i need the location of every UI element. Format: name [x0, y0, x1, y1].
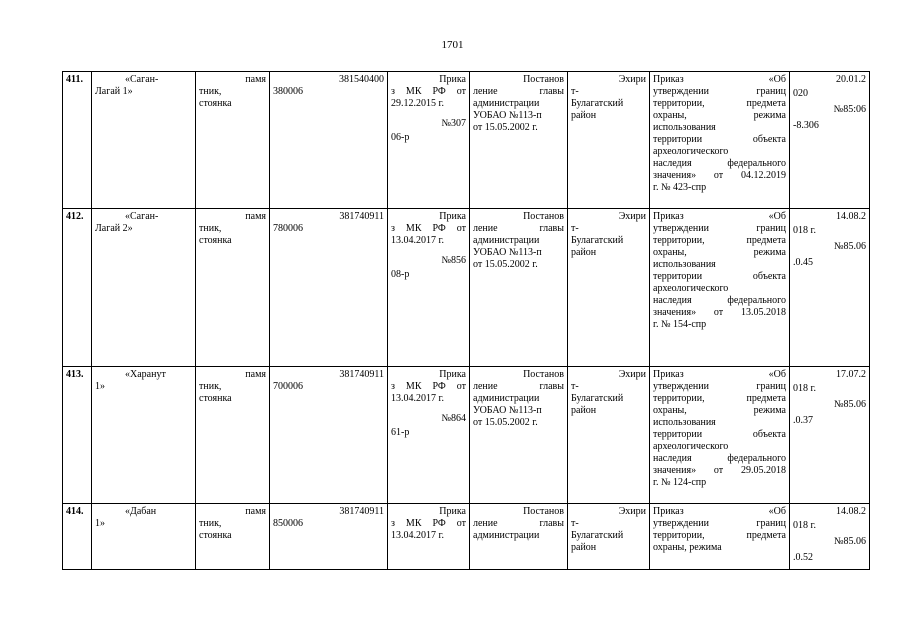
object-type-cell	[196, 209, 270, 367]
decree-title: Постанов	[523, 506, 564, 517]
location-cont: т-	[571, 518, 579, 529]
object-type-cont: тник,	[199, 86, 222, 97]
decree-cell	[470, 209, 568, 367]
page-number: 1701	[441, 39, 464, 51]
decree-number: УОБАО №113-п	[473, 405, 542, 416]
row-number: 413.	[66, 369, 84, 380]
site-name-cont: 1»	[95, 518, 105, 529]
law-line: археологического	[653, 146, 729, 157]
location: Эхири	[618, 506, 646, 517]
location-region: район	[571, 542, 597, 553]
row-number: 414.	[66, 506, 84, 517]
decree-title: Постанов	[523, 211, 564, 222]
registry-code-cont: 780006	[273, 223, 303, 234]
law-line: наследия федерального	[653, 295, 786, 306]
registry-code-cont: 380006	[273, 86, 303, 97]
registration-number-cont: -8.306	[793, 120, 819, 131]
law-line: наследия федерального	[653, 453, 786, 464]
site-name-cont: Лагай 2»	[95, 223, 133, 234]
site-name: «Харанут	[125, 369, 166, 380]
site-name-cell	[92, 367, 196, 504]
law-line: Приказ «Об	[653, 74, 786, 85]
object-type: памя	[245, 74, 266, 85]
row-number-cell	[63, 72, 92, 209]
law-line: территории объекта	[653, 271, 786, 282]
registration-number: №85.06	[833, 399, 866, 410]
decree-title: Постанов	[523, 74, 564, 85]
location-region: район	[571, 247, 597, 258]
law-line: территории, предмета	[653, 235, 786, 246]
law-line: охраны, режима	[653, 247, 786, 258]
ministry-order-cell	[388, 367, 470, 504]
registry-code: 381740911	[339, 506, 384, 517]
table-row	[63, 209, 870, 367]
location-district: Булагатский	[571, 530, 624, 541]
order-number: №864	[441, 413, 466, 424]
decree-issuer: ление главы	[473, 223, 564, 234]
row-number-cell	[63, 504, 92, 570]
decree-date: от 15.05.2002 г.	[473, 122, 538, 133]
order-date: 29.12.2015 г.	[391, 98, 444, 109]
registration-date-cont: 018 г.	[793, 383, 816, 394]
registry-code-cell	[270, 72, 388, 209]
table-row	[63, 504, 870, 570]
law-line: территории, предмета	[653, 530, 786, 541]
site-name-cell	[92, 504, 196, 570]
law-line: использования	[653, 259, 716, 270]
law-line: охраны, режима	[653, 405, 786, 416]
order-title: Прика	[439, 211, 466, 222]
order-title: Прика	[439, 74, 466, 85]
registration-date-cont: 018 г.	[793, 520, 816, 531]
registration-date: 17.07.2	[836, 369, 866, 380]
location-cont: т-	[571, 223, 579, 234]
row-number: 411.	[66, 74, 83, 85]
registration-number: №85.06	[833, 536, 866, 547]
law-line: археологического	[653, 441, 729, 452]
registration-date-cell	[790, 504, 870, 570]
registration-date: 14.08.2	[836, 211, 866, 222]
order-title: Прика	[439, 369, 466, 380]
registration-date-cell	[790, 209, 870, 367]
decree-date: от 15.05.2002 г.	[473, 259, 538, 270]
decree-cell	[470, 504, 568, 570]
location-district: Булагатский	[571, 393, 624, 404]
location: Эхири	[618, 211, 646, 222]
object-type: памя	[245, 369, 266, 380]
registration-number-cont: .0.52	[793, 552, 813, 563]
object-type: памя	[245, 211, 266, 222]
decree-administration: администрации	[473, 530, 540, 541]
row-number-cell	[63, 209, 92, 367]
registry-code-cont: 700006	[273, 381, 303, 392]
object-type-kind: стоянка	[199, 393, 232, 404]
location-district: Булагатский	[571, 235, 624, 246]
law-line: охраны, режима	[653, 542, 722, 553]
law-line: наследия федерального	[653, 158, 786, 169]
object-type-cont: тник,	[199, 223, 222, 234]
object-type-kind: стоянка	[199, 530, 232, 541]
boundary-order-cell	[650, 367, 790, 504]
table-row	[63, 367, 870, 504]
ministry-order-cell	[388, 72, 470, 209]
registration-number: №85:06	[833, 104, 866, 115]
registration-date-cell	[790, 72, 870, 209]
boundary-order-cell	[650, 504, 790, 570]
location-cell	[568, 504, 650, 570]
law-line: охраны, режима	[653, 110, 786, 121]
site-name-cont: Лагай 1»	[95, 86, 133, 97]
decree-administration: администрации	[473, 235, 540, 246]
boundary-order-cell	[650, 72, 790, 209]
order-number: №856	[441, 255, 466, 266]
location-district: Булагатский	[571, 98, 624, 109]
registration-date-cell	[790, 367, 870, 504]
registration-number: №85.06	[833, 241, 866, 252]
site-name: «Саган-	[125, 74, 159, 85]
row-number-cell	[63, 367, 92, 504]
site-name-cont: 1»	[95, 381, 105, 392]
decree-number: УОБАО №113-п	[473, 110, 542, 121]
object-type-cell	[196, 367, 270, 504]
law-line: утверждении границ	[653, 86, 786, 97]
location-region: район	[571, 405, 597, 416]
decree-number: УОБАО №113-п	[473, 247, 542, 258]
object-type-cont: тник,	[199, 381, 222, 392]
law-line: г. № 154-спр	[653, 319, 707, 330]
object-type-kind: стоянка	[199, 98, 232, 109]
location-cont: т-	[571, 86, 579, 97]
registration-number-cont: .0.37	[793, 415, 813, 426]
law-line: территории объекта	[653, 134, 786, 145]
registry-code-cell	[270, 504, 388, 570]
registration-number-cont: .0.45	[793, 257, 813, 268]
object-type-cell	[196, 72, 270, 209]
order-date: 13.04.2017 г.	[391, 235, 444, 246]
location-cell	[568, 72, 650, 209]
law-line: Приказ «Об	[653, 211, 786, 222]
registry-code-cont: 850006	[273, 518, 303, 529]
order-number-tail: 06-р	[391, 132, 410, 143]
ministry-order-cell	[388, 209, 470, 367]
order-number-tail: 08-р	[391, 269, 410, 280]
order-issuer: з МК РФ от	[391, 223, 466, 234]
table-row	[63, 72, 870, 209]
registry-code-cell	[270, 209, 388, 367]
site-name-cell	[92, 209, 196, 367]
site-name-cell	[92, 72, 196, 209]
law-line: территории объекта	[653, 429, 786, 440]
decree-cell	[470, 72, 568, 209]
law-line: утверждении границ	[653, 518, 786, 529]
object-type-kind: стоянка	[199, 235, 232, 246]
row-number: 412.	[66, 211, 84, 222]
decree-administration: администрации	[473, 393, 540, 404]
order-date: 13.04.2017 г.	[391, 393, 444, 404]
decree-date: от 15.05.2002 г.	[473, 417, 538, 428]
order-issuer: з МК РФ от	[391, 518, 466, 529]
decree-issuer: ление главы	[473, 381, 564, 392]
location-cont: т-	[571, 381, 579, 392]
law-line: Приказ «Об	[653, 369, 786, 380]
decree-title: Постанов	[523, 369, 564, 380]
object-type-cell	[196, 504, 270, 570]
law-line: значения» от 04.12.2019	[653, 170, 786, 181]
boundary-order-cell	[650, 209, 790, 367]
order-number-tail: 61-р	[391, 427, 410, 438]
law-line: археологического	[653, 283, 729, 294]
registration-date: 20.01.2	[836, 74, 866, 85]
object-type-cont: тник,	[199, 518, 222, 529]
law-line: территории, предмета	[653, 393, 786, 404]
order-number: №307	[441, 118, 466, 129]
site-name: «Саган-	[125, 211, 159, 222]
order-issuer: з МК РФ от	[391, 381, 466, 392]
location-region: район	[571, 110, 597, 121]
decree-issuer: ление главы	[473, 518, 564, 529]
order-title: Прика	[439, 506, 466, 517]
location-cell	[568, 209, 650, 367]
registration-date: 14.08.2	[836, 506, 866, 517]
law-line: значения» от 29.05.2018	[653, 465, 786, 476]
registry-code: 381740911	[339, 211, 384, 222]
location-cell	[568, 367, 650, 504]
registry-code-cell	[270, 367, 388, 504]
decree-cell	[470, 367, 568, 504]
law-line: территории, предмета	[653, 98, 786, 109]
object-type: памя	[245, 506, 266, 517]
law-line: утверждении границ	[653, 223, 786, 234]
law-line: использования	[653, 417, 716, 428]
law-line: Приказ «Об	[653, 506, 786, 517]
law-line: г. № 423-спр	[653, 182, 707, 193]
heritage-registry-table	[62, 71, 870, 570]
law-line: значения» от 13.05.2018	[653, 307, 786, 318]
law-line: утверждении границ	[653, 381, 786, 392]
registry-code: 381740911	[339, 369, 384, 380]
decree-administration: администрации	[473, 98, 540, 109]
location: Эхири	[618, 74, 646, 85]
decree-issuer: ление главы	[473, 86, 564, 97]
law-line: использования	[653, 122, 716, 133]
registration-date-cont: 018 г.	[793, 225, 816, 236]
site-name: «Дабан	[125, 506, 157, 517]
registration-date-cont: 020	[793, 88, 808, 99]
law-line: г. № 124-спр	[653, 477, 707, 488]
order-issuer: з МК РФ от	[391, 86, 466, 97]
location: Эхири	[618, 369, 646, 380]
order-date: 13.04.2017 г.	[391, 530, 444, 541]
registry-code: 381540400	[339, 74, 384, 85]
ministry-order-cell	[388, 504, 470, 570]
